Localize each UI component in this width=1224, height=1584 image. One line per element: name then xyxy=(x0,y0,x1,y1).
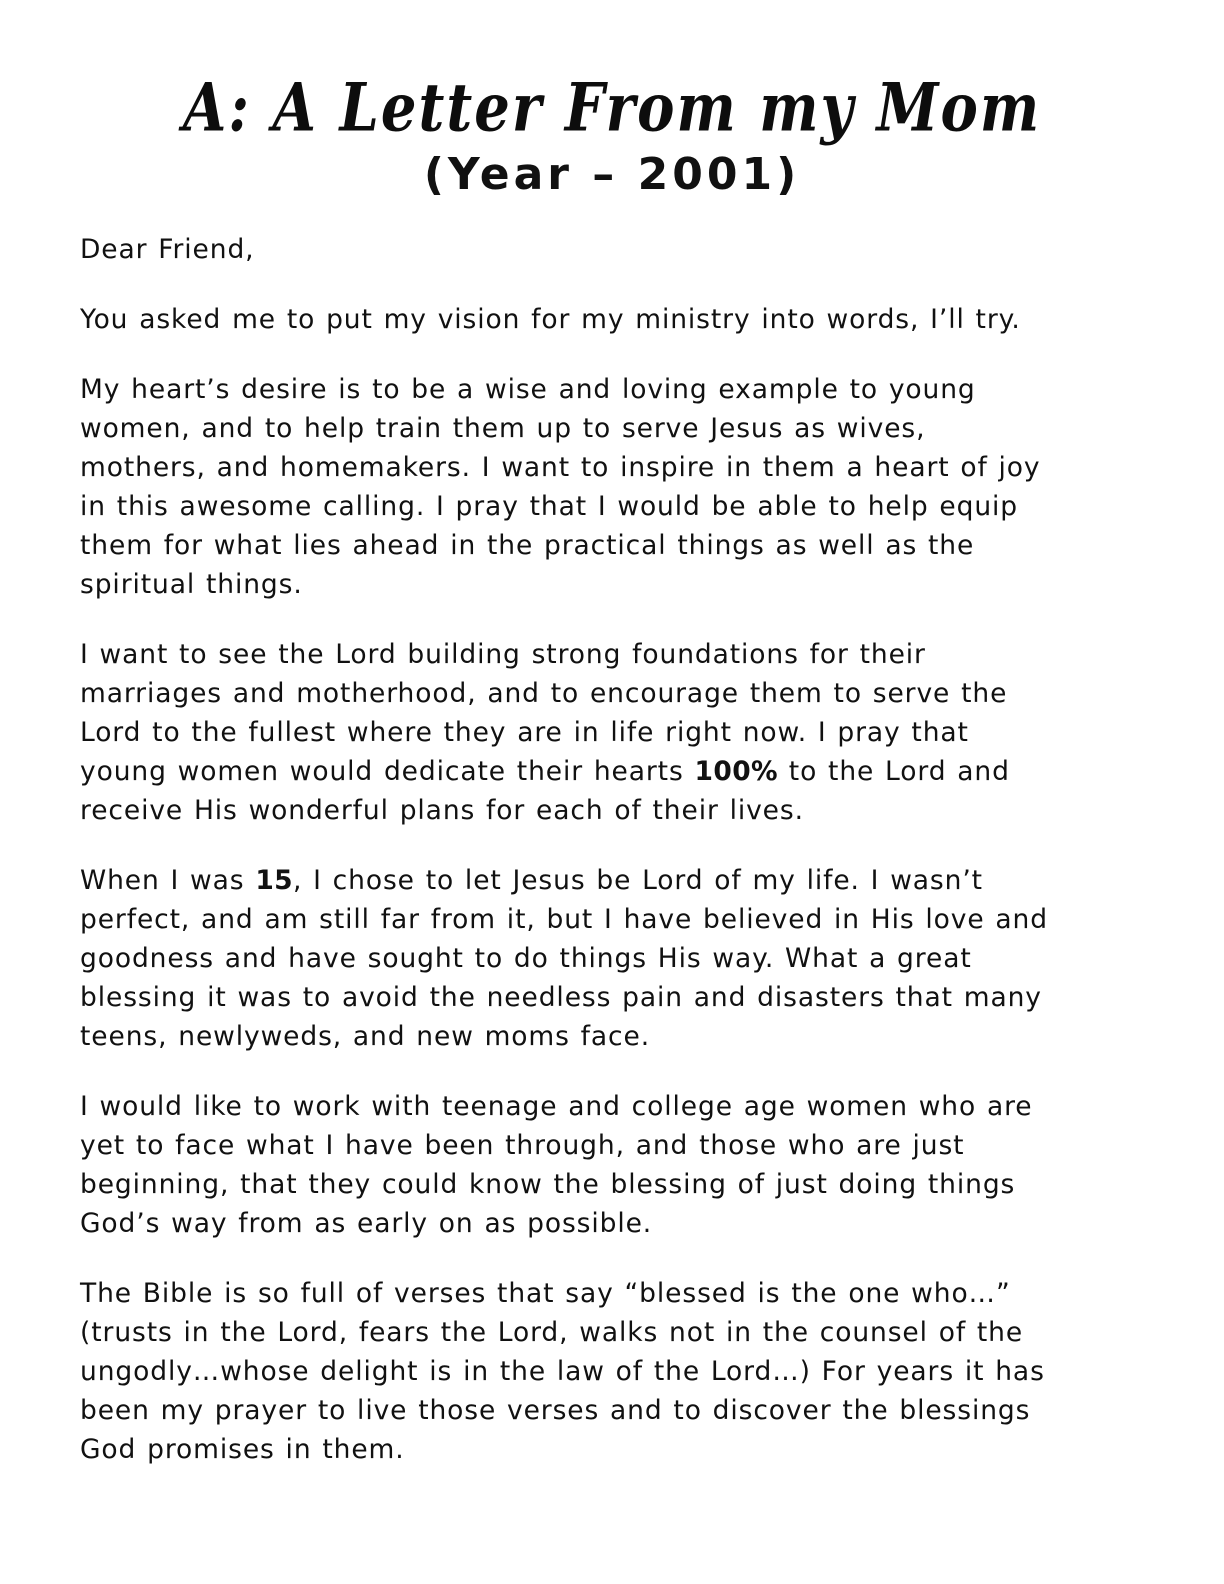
letter-paragraph-5: I would like to work with teenage and college age women who are yet to face what I have been through, and those who are just beginning, that they could know the blessing of just doing things God’s way from as early on as possible. xyxy=(80,1090,1033,1239)
emphasized-value: 15 xyxy=(255,864,293,896)
page-title: A: A Letter From my Mom xyxy=(182,69,1042,148)
emphasized-value: 100% xyxy=(694,755,778,787)
title-block xyxy=(0,0,1224,200)
letter-body xyxy=(0,200,1224,1469)
letter-paragraph-1: You asked me to put my vision for my ministry into words, I’ll try. xyxy=(80,303,1021,335)
letter-salutation: Dear Friend, xyxy=(80,233,255,265)
letter-paragraph-6: The Bible is so full of verses that say “blessed is the one who…” (trusts in the Lord, fears the Lord, walks not in the counsel of the ungodly…whose delight is in the law of the Lord…) For years it has been my prayer to live those verses and to discover the blessings God promises in them. xyxy=(80,1277,1045,1465)
letter-paragraph-4: When I was 15, I chose to let Jesus be Lord of my life. I wasn’t perfect, and am still far from it, but I have believed in His love and goodness and have sought to do things His way. What a great blessing it was to avoid the needless pain and disasters that many teens, newlyweds, and new moms face. xyxy=(80,864,1048,1052)
page-subtitle-year: (Year – 2001) xyxy=(423,148,801,200)
letter-paragraph-2: My heart’s desire is to be a wise and loving example to young women, and to help train them up to serve Jesus as wives, mothers, and homemakers. I want to inspire in them a heart of joy in this awesome calling. I pray that I would be able to help equip them for what lies ahead in the practical things as well as the spiritual things. xyxy=(80,373,1041,600)
letter-paragraph-3: I want to see the Lord building strong foundations for their marriages and motherhood, and to encourage them to serve the Lord to the fullest where they are in life right now. I pray that young women would dedicate their hearts 100% to the Lord and receive His wonderful plans for each of their lives. xyxy=(80,638,1010,826)
